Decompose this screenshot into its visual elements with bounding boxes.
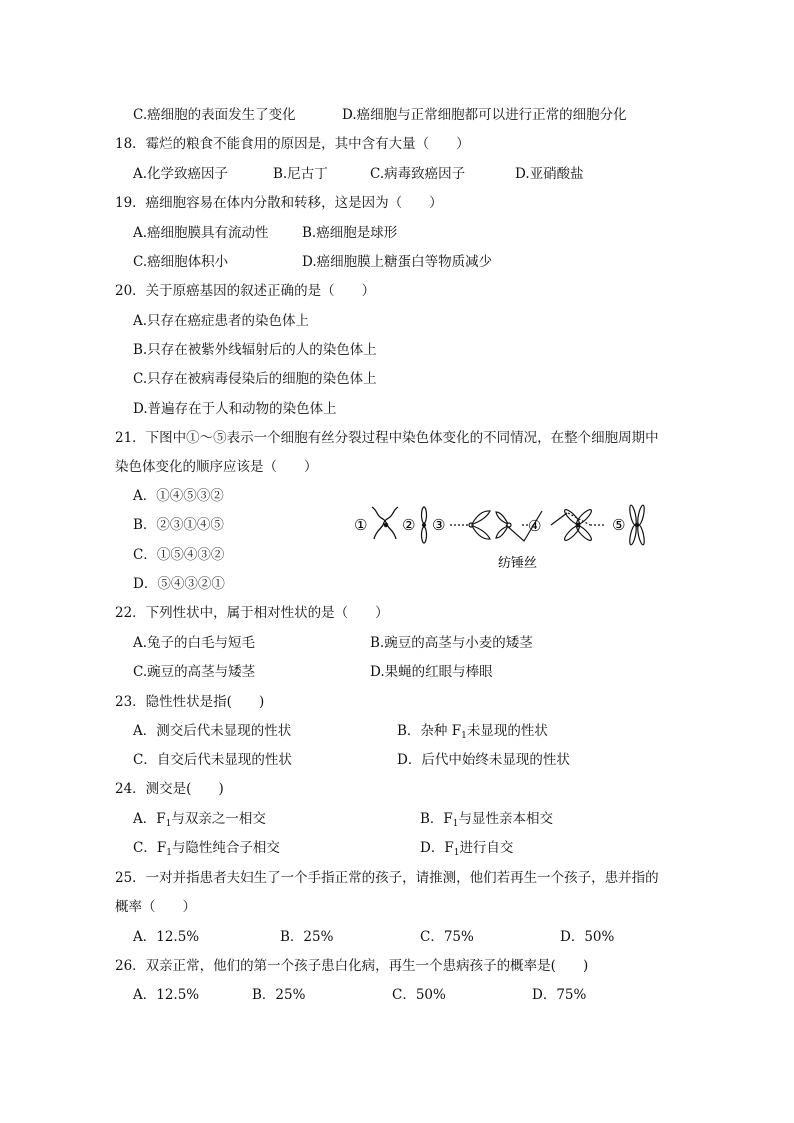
q22-option-d: D.果蝇的红眼与棒眼 [370,664,493,680]
q20-option-d: D.普遍存在于人和动物的染色体上 [133,401,337,417]
q21-option-d: D．⑤④③②① [133,576,225,592]
chromosome-5 [628,505,645,546]
q20-stem: 20．关于原癌基因的叙述正确的是（ ） [115,283,376,299]
q20-option-a: A.只存在癌症患者的染色体上 [133,313,310,329]
figure-label-3: ③ [432,516,446,534]
q17-option-d: D.癌细胞与正常细胞都可以进行正常的细胞分化 [342,107,627,123]
q22-option-c: C.豌豆的高茎与矮茎 [133,664,256,680]
q22-option-b: B.豌豆的高茎与小麦的矮茎 [370,635,533,651]
q24-option-d: D．$F_1$进行自交 [420,840,514,858]
q26-option-b: B．25% [252,987,306,1003]
q18-option-c: C.病毒致癌因子 [370,166,466,182]
q25-option-b: B．25% [280,929,334,945]
q21-stem-line1: 21．下图中①～⑤表示一个细胞有丝分裂过程中染色体变化的不同情况，在整个细胞周期中 [115,430,659,446]
figure-label-4: ④ [528,517,542,535]
chromosome-2 [422,507,427,543]
q19-option-a: A.癌细胞膜具有流动性 [133,225,269,241]
q25-option-c: C．75% [420,929,474,945]
q21-stem-line2: 染色体变化的顺序应该是（ ） [115,459,318,475]
q22-stem: 22．下列性状中，属于相对性状的是（ ） [115,605,389,621]
q21-option-a: A．①④⑤③② [133,488,224,504]
chromosome-3 [450,511,490,539]
q19-option-d: D.癌细胞膜上糖蛋白等物质减少 [302,254,493,270]
q23-option-b: B．杂种 $F_1$未显现的性状 [397,723,548,741]
q19-option-c: C.癌细胞体积小 [133,254,229,270]
figure-label-2: ② [402,516,416,534]
figure-label-1: ① [354,516,368,534]
q18-option-b: B.尼古丁 [273,166,328,182]
q18-option-d: D.亚硝酸盐 [515,166,584,182]
q23-option-d: D．后代中始终未显现的性状 [397,752,570,768]
q24-stem: 24．测交是( ) [115,781,224,797]
q18-stem: 18．霉烂的粮食不能食用的原因是，其中含有大量（ ） [115,136,470,152]
q26-stem: 26．双亲正常，他们的第一个孩子患白化病，再生一个患病孩子的概率是( ) [115,958,589,974]
q24-option-b: B．$F_1$与显性亲本相交 [420,811,554,829]
q24-option-a: A．$F_1$与双亲之一相交 [133,811,266,829]
q25-stem-line2: 概率（ ） [115,899,196,915]
chromosome-4 [496,508,606,542]
q26-option-a: A．12.5% [133,987,200,1003]
q22-option-a: A.兔子的白毛与短毛 [133,635,256,651]
q25-option-a: A．12.5% [133,929,200,945]
q23-stem: 23．隐性性状是指( ) [115,694,265,710]
q24-option-c: C．$F_1$与隐性纯合子相交 [133,840,280,858]
q26-option-d: D．75% [532,987,587,1003]
q19-option-b: B.癌细胞是球形 [302,225,398,241]
figure-caption-spindle: 纺锤丝 [498,556,538,571]
figure-label-5: ⑤ [612,516,626,534]
q25-stem-line1: 25．一对并指患者夫妇生了一个手指正常的孩子，请推测，他们若再生一个孩子，患并指的 [115,870,659,886]
q21-option-b: B．②③①④⑤ [133,517,224,533]
q17-option-c: C.癌细胞的表面发生了变化 [133,107,296,123]
chromosome-1 [372,507,398,539]
q20-option-c: C.只存在被病毒侵染后的细胞的染色体上 [133,371,377,387]
q18-option-a: A.化学致癌因子 [133,166,229,182]
q23-option-a: A．测交后代未显现的性状 [133,723,292,739]
q21-option-c: C．①⑤④③② [133,547,225,563]
q19-stem: 19．癌细胞容易在体内分散和转移，这是因为（ ） [115,195,443,211]
chromosome-figure [350,497,660,577]
q26-option-c: C．50% [392,987,446,1003]
q23-option-c: C．自交后代未显现的性状 [133,752,292,768]
q25-option-d: D．50% [560,929,615,945]
q20-option-b: B.只存在被紫外线辐射后的人的染色体上 [133,342,377,358]
